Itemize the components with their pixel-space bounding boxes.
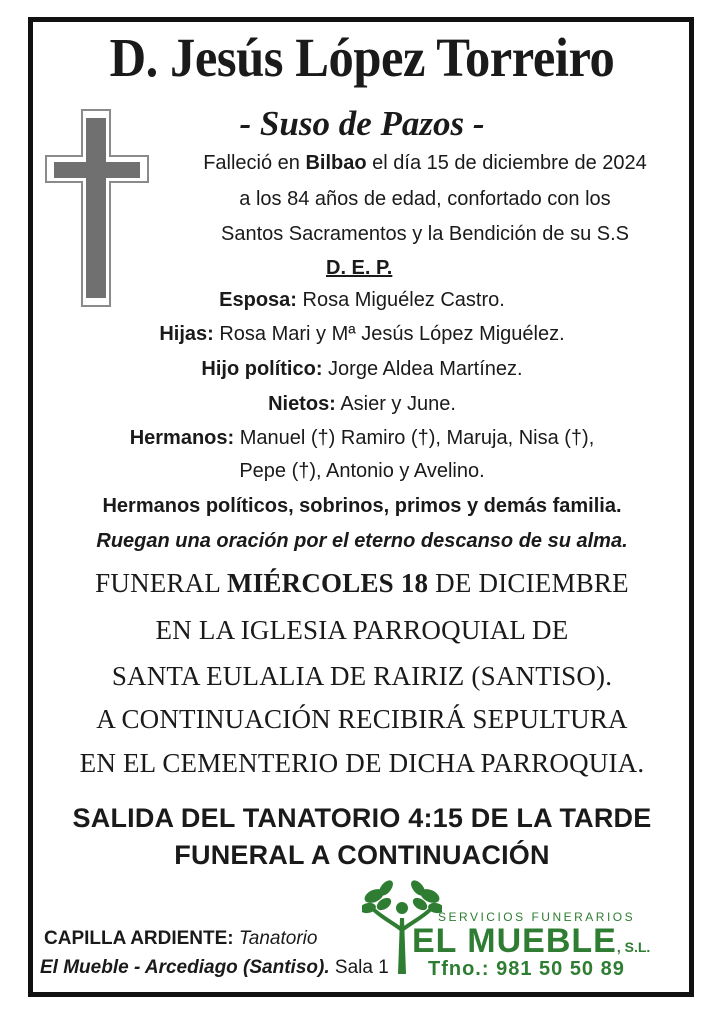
funeral-line-4: A CONTINUACIÓN RECIBIRÁ SEPULTURA bbox=[96, 704, 628, 734]
logo-tagline: SERVICIOS FUNERARIOS bbox=[438, 910, 636, 924]
siblings-line-1: Hermanos: Manuel (†) Ramiro (†), Maruja, Nisa (†), bbox=[129, 427, 595, 449]
daughters-line: Hijas: Rosa Mari y Mª Jesús López Miguélez. bbox=[159, 323, 565, 345]
chapel-line-2: El Mueble - Arcediago (Santiso). Sala 1 bbox=[40, 957, 389, 978]
logo-phone: Tfno.: 981 50 50 89 bbox=[428, 958, 625, 980]
chapel-line-1: CAPILLA ARDIENTE: Tanatorio bbox=[44, 928, 318, 949]
son-in-law-line: Hijo político: Jorge Aldea Martínez. bbox=[201, 358, 523, 380]
grandchildren-line: Nietos: Asier y June. bbox=[268, 393, 456, 415]
deceased-nickname: - Suso de Pazos - bbox=[239, 104, 485, 143]
departure-line-1: SALIDA DEL TANATORIO 4:15 DE LA TARDE bbox=[72, 803, 652, 833]
logo-brand: EL MUEBLE, S.L. bbox=[412, 922, 651, 960]
intro-line-3: Santos Sacramentos y la Bendición de su S.S bbox=[220, 223, 629, 245]
deceased-name: D. Jesús López Torreiro bbox=[109, 27, 615, 88]
prayer-line: Ruegan una oración por el eterno descanso de su alma. bbox=[96, 530, 628, 552]
departure-line-2: FUNERAL A CONTINUACIÓN bbox=[174, 840, 550, 870]
extended-family-line: Hermanos políticos, sobrinos, primos y demás familia. bbox=[102, 495, 622, 517]
intro-line-1: Falleció en Bilbao el día 15 de diciembre de 2024 bbox=[203, 152, 647, 174]
intro-line-2: a los 84 años de edad, confortado con los bbox=[239, 188, 611, 210]
funeral-line-5: EN EL CEMENTERIO DE DICHA PARROQUIA. bbox=[79, 748, 645, 778]
funeral-line-1: FUNERAL MIÉRCOLES 18 DE DICIEMBRE bbox=[95, 568, 629, 598]
siblings-line-2: Pepe (†), Antonio y Avelino. bbox=[239, 460, 485, 482]
funeral-line-3: SANTA EULALIA DE RAIRIZ (SANTISO). bbox=[111, 661, 613, 691]
spouse-line: Esposa: Rosa Miguélez Castro. bbox=[219, 289, 505, 311]
funeral-line-2: EN LA IGLESIA PARROQUIAL DE bbox=[155, 615, 569, 645]
cross-icon bbox=[44, 106, 152, 310]
dep-label: D. E. P. bbox=[326, 257, 393, 279]
